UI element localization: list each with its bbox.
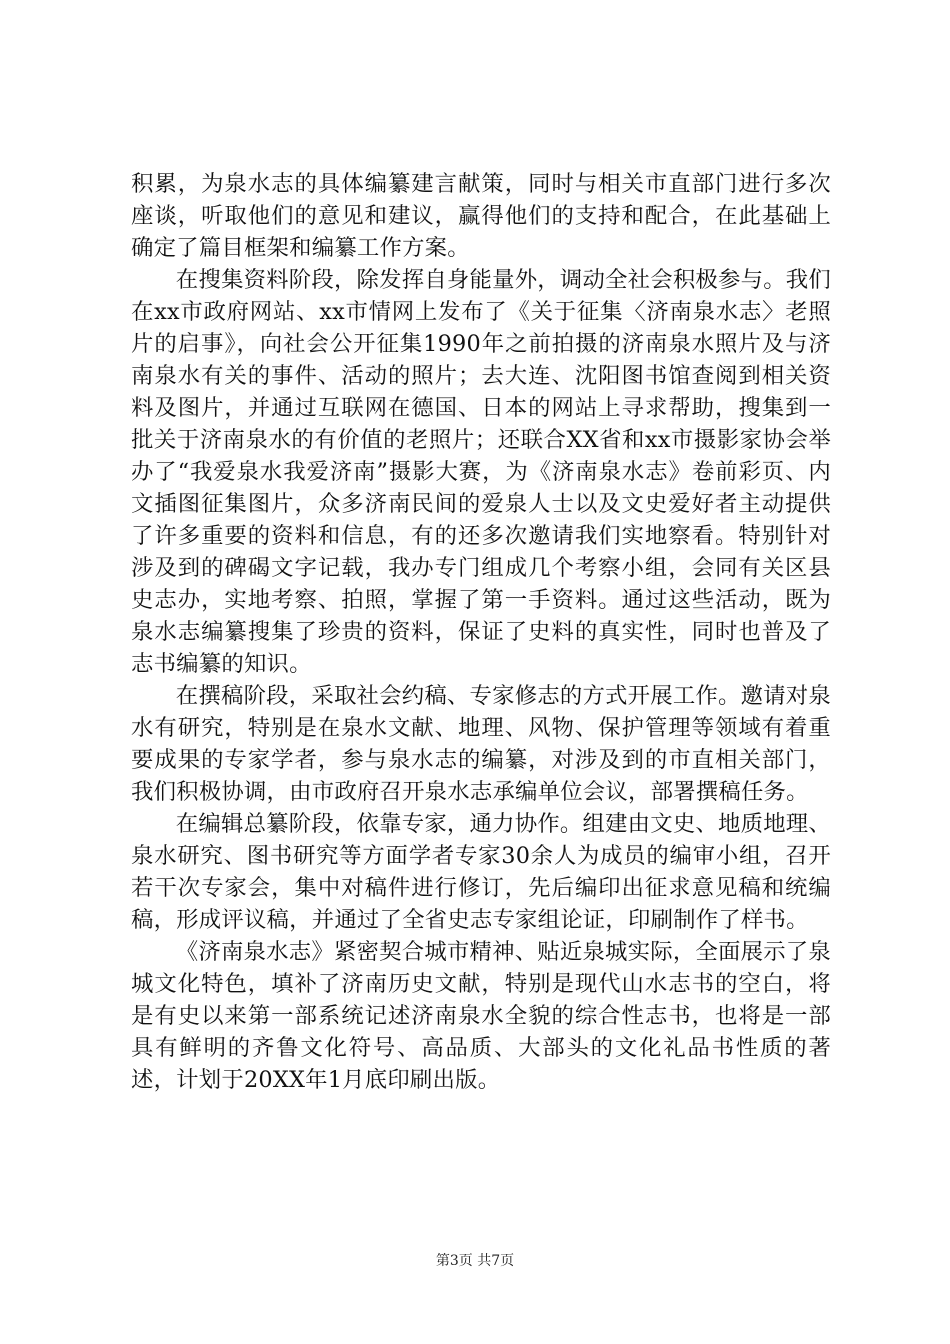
paragraph-summary: 《济南泉水志》紧密契合城市精神、贴近泉城实际，全面展示了泉城文化特色，填补了济南历史文献，特别是现代山水志书的空白，将是有史以来第一部系统记述济南泉水全貌的综合性志书，也将是一部具有鲜明的齐鲁文化符号、高品质、大部头的文化礼品书性质的著述，计划于20XX年1月底印刷出版。: [131, 939, 831, 1093]
page-footer: 第3页 共7页: [435, 1253, 515, 1269]
document-body: [131, 168, 831, 1096]
paragraph-drafting: 在撰稿阶段，采取社会约稿、专家修志的方式开展工作。邀请对泉水有研究，特别是在泉水文献、地理、风物、保护管理等领域有着重要成果的专家学者，参与泉水志的编纂，对涉及到的市直相关部门，我们积极协调，由市政府召开泉水志承编单位会议，部署撰稿任务。: [131, 683, 831, 805]
paragraph-continuation: 积累，为泉水志的具体编纂建言献策，同时与相关市直部门进行多次座谈，听取他们的意见和建议，赢得他们的支持和配合，在此基础上确定了篇目框架和编纂工作方案。: [131, 171, 831, 261]
paragraph-editing: 在编辑总纂阶段，依靠专家，通力协作。组建由文史、地质地理、泉水研究、图书研究等方面学者专家30余人为成员的编审小组，召开若干次专家会，集中对稿件进行修订，先后编印出征求意见稿和统编稿，形成评议稿，并通过了全省史志专家组论证，印刷制作了样书。: [131, 811, 831, 933]
paragraph-material-collection: 在搜集资料阶段，除发挥自身能量外，调动全社会积极参与。我们在xx市政府网站、xx市情网上发布了《关于征集〈济南泉水志〉老照片的启事》，向社会公开征集1990年之前拍摄的济南泉水照片及与济南泉水有关的事件、活动的照片；去大连、沈阳图书馆查阅到相关资料及图片，并通过互联网在德国、日本的网站上寻求帮助，搜集到一批关于济南泉水的有价值的老照片；还联合XX省和xx市摄影家协会举办了“我爱泉水我爱济南”摄影大赛，为《济南泉水志》卷前彩页、内文插图征集图片，众多济南民间的爱泉人士以及文史爱好者主动提供了许多重要的资料和信息，有的还多次邀请我们实地察看。特别针对涉及到的碑碣文字记载，我办专门组成几个考察小组，会同有关区县史志办，实地考察、拍照，掌握了第一手资料。通过这些活动，既为泉水志编纂搜集了珍贵的资料，保证了史料的真实性，同时也普及了志书编纂的知识。: [131, 267, 831, 677]
